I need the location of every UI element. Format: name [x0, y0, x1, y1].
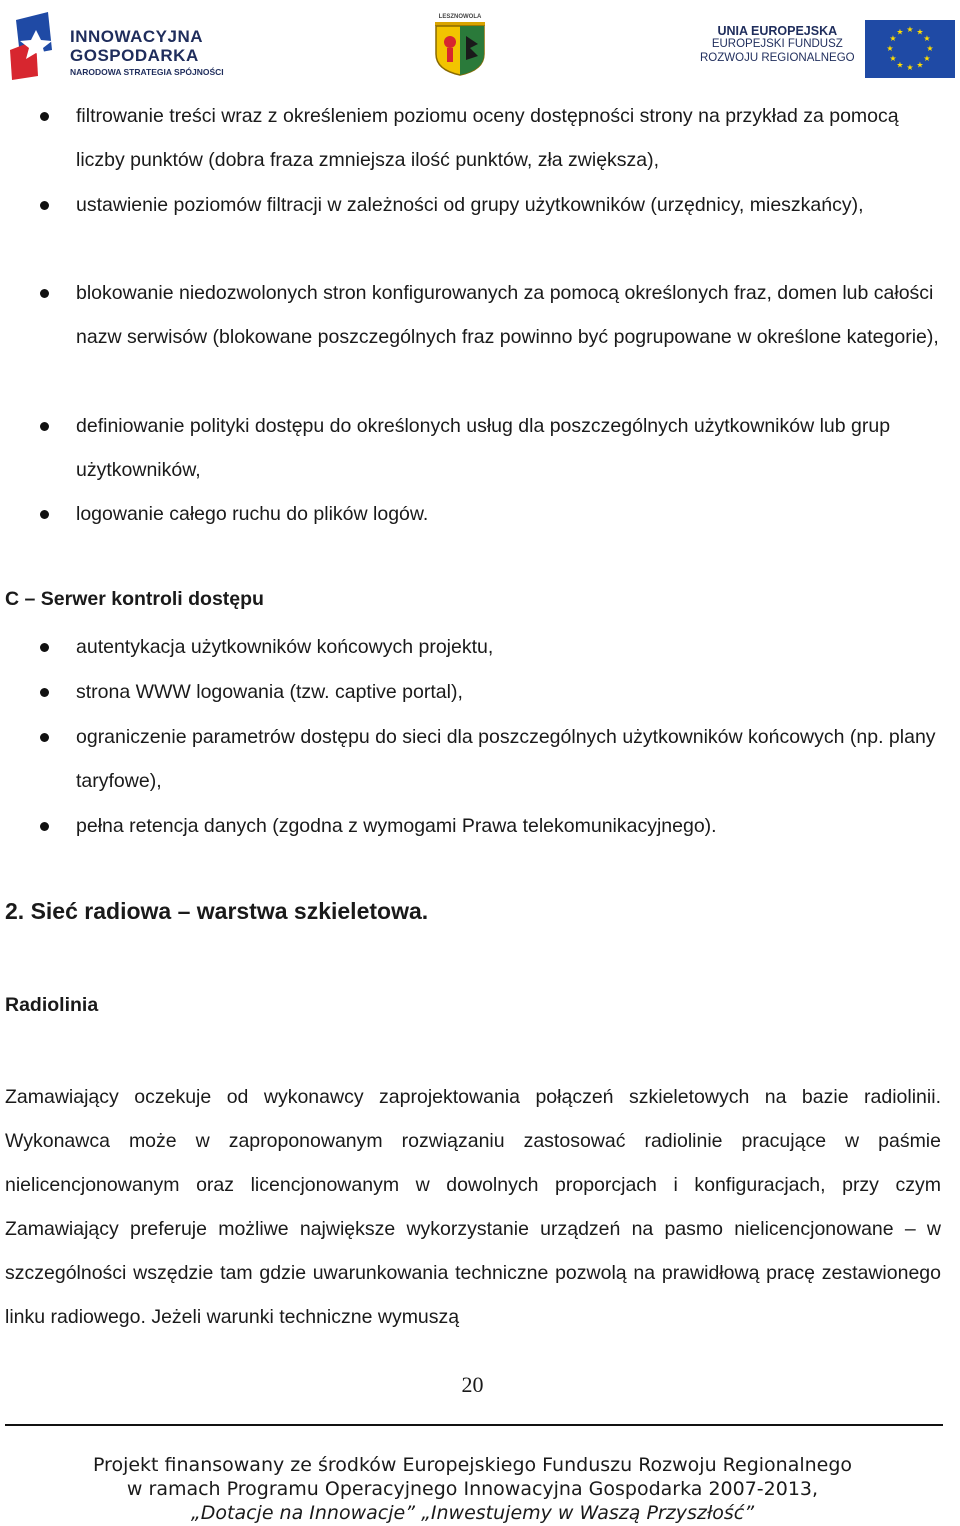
svg-text:★: ★	[886, 44, 894, 53]
list-item-text: autentykacja użytkowników końcowych projektu,	[76, 636, 494, 658]
eu-line1: UNIA EUROPEJSKA	[717, 24, 838, 38]
ig-logo-line3: NARODOWA STRATEGIA SPÓJNOŚCI	[70, 67, 224, 77]
section-heading-radio-network: 2. Sieć radiowa – warstwa szkieletowa.	[5, 898, 429, 924]
page-number: 20	[461, 1372, 484, 1397]
crest-label: LESZNOWOLA	[438, 14, 482, 20]
footer-line3: „Dotacje na Innowacje” „Inwestujemy w Waszą Przyszłość”	[190, 1502, 755, 1524]
bullet-icon	[40, 733, 49, 742]
bullet-icon	[40, 289, 49, 298]
bullet-icon	[40, 643, 49, 652]
list-item-text: ograniczenie parametrów dostępu do sieci dla poszczególnych użytkowników końcowych (np. plany taryfowe),	[76, 726, 936, 792]
section-heading-access-control: C – Serwer kontroli dostępu	[5, 588, 264, 610]
innowacyjna-gospodarka-logo	[8, 10, 228, 80]
subsection-heading-radiolinia: Radiolinia	[5, 994, 99, 1016]
svg-text:★: ★	[889, 34, 897, 43]
ig-logo-line2: GOSPODARKA	[70, 46, 199, 65]
svg-text:★: ★	[926, 44, 934, 53]
footer-divider	[5, 1424, 943, 1426]
eu-line2: EUROPEJSKI FUNDUSZ	[711, 38, 843, 51]
footer-line1: Projekt finansowany ze środków Europejskiego Funduszu Rozwoju Regionalnego	[92, 1454, 853, 1476]
ig-logo-line1: INNOWACYJNA	[70, 27, 204, 46]
bullet-icon	[40, 422, 49, 431]
list-item-text: strona WWW logowania (tzw. captive portal),	[76, 681, 463, 703]
eu-flag-icon	[865, 20, 955, 78]
bullet-icon	[40, 112, 49, 121]
svg-text:★: ★	[916, 27, 924, 37]
svg-text:★: ★	[916, 60, 924, 70]
bullet-icon	[40, 510, 49, 519]
bullet-icon	[40, 822, 49, 831]
list-item-text: definiowanie polityki dostępu do określonych usług dla poszczególnych użytkowników lub grup użytkowników,	[76, 415, 891, 481]
eu-line3: ROZWOJU REGIONALNEGO	[700, 51, 855, 64]
svg-text:★: ★	[896, 60, 904, 70]
bullet-icon	[40, 688, 49, 697]
svg-text:★: ★	[906, 25, 914, 34]
body-paragraph: Zamawiający oczekuje od wykonawcy zaprojektowania połączeń szkieletowych na bazie radiolinii. Wykonawca może w zaproponowanym rozwiązaniu zastosować radiolinie pracujące w paśmie nielicencjonowanym oraz licencjonowanym w dowolnych proporcjach i konfiguracjach, przy czym Zamawiający preferuje możliwe największe wykorzystanie urządzeń na pasmo nielicencjonowane – w szczególności wszędzie tam gdzie uwarunkowania techniczne pozwolą na prawidłową pracę zestawionego linku radiowego. Jeżeli warunki techniczne wymuszą	[5, 1086, 941, 1328]
svg-text:★: ★	[923, 54, 931, 63]
svg-text:★: ★	[896, 27, 904, 37]
list-item-text: blokowanie niedozwolonych stron konfigurowanych za pomocą określonych fraz, domen lub całości nazw serwisów (blokowane poszczególnych fraz powinno być pogrupowane w określone kategorie),	[76, 282, 939, 348]
page-header	[0, 0, 960, 90]
page-footer	[0, 1453, 945, 1525]
list-item-text: pełna retencja danych (zgodna z wymogami Prawa telekomunikacyjnego).	[76, 815, 717, 837]
list-item-text: logowanie całego ruchu do plików logów.	[76, 503, 429, 525]
eu-fund-text	[700, 24, 855, 65]
lesznowola-crest	[430, 14, 490, 76]
ig-emblem-icon	[8, 10, 68, 80]
bullet-icon	[40, 201, 49, 210]
svg-text:★: ★	[923, 34, 931, 43]
coat-of-arms-icon	[430, 14, 490, 76]
list-item-text: ustawienie poziomów filtracji w zależności od grupy użytkowników (urzędnicy, mieszkańcy),	[76, 194, 864, 216]
svg-text:★: ★	[906, 63, 914, 72]
footer-line2: w ramach Programu Operacyjnego Innowacyjna Gospodarka 2007-2013,	[126, 1478, 819, 1500]
svg-text:★: ★	[889, 54, 897, 63]
list-item-text: filtrowanie treści wraz z określeniem poziomu oceny dostępności strony na przykład za pomocą liczby punktów (dobra fraza zmniejsza ilość punktów, zła zwiększa),	[76, 105, 899, 171]
